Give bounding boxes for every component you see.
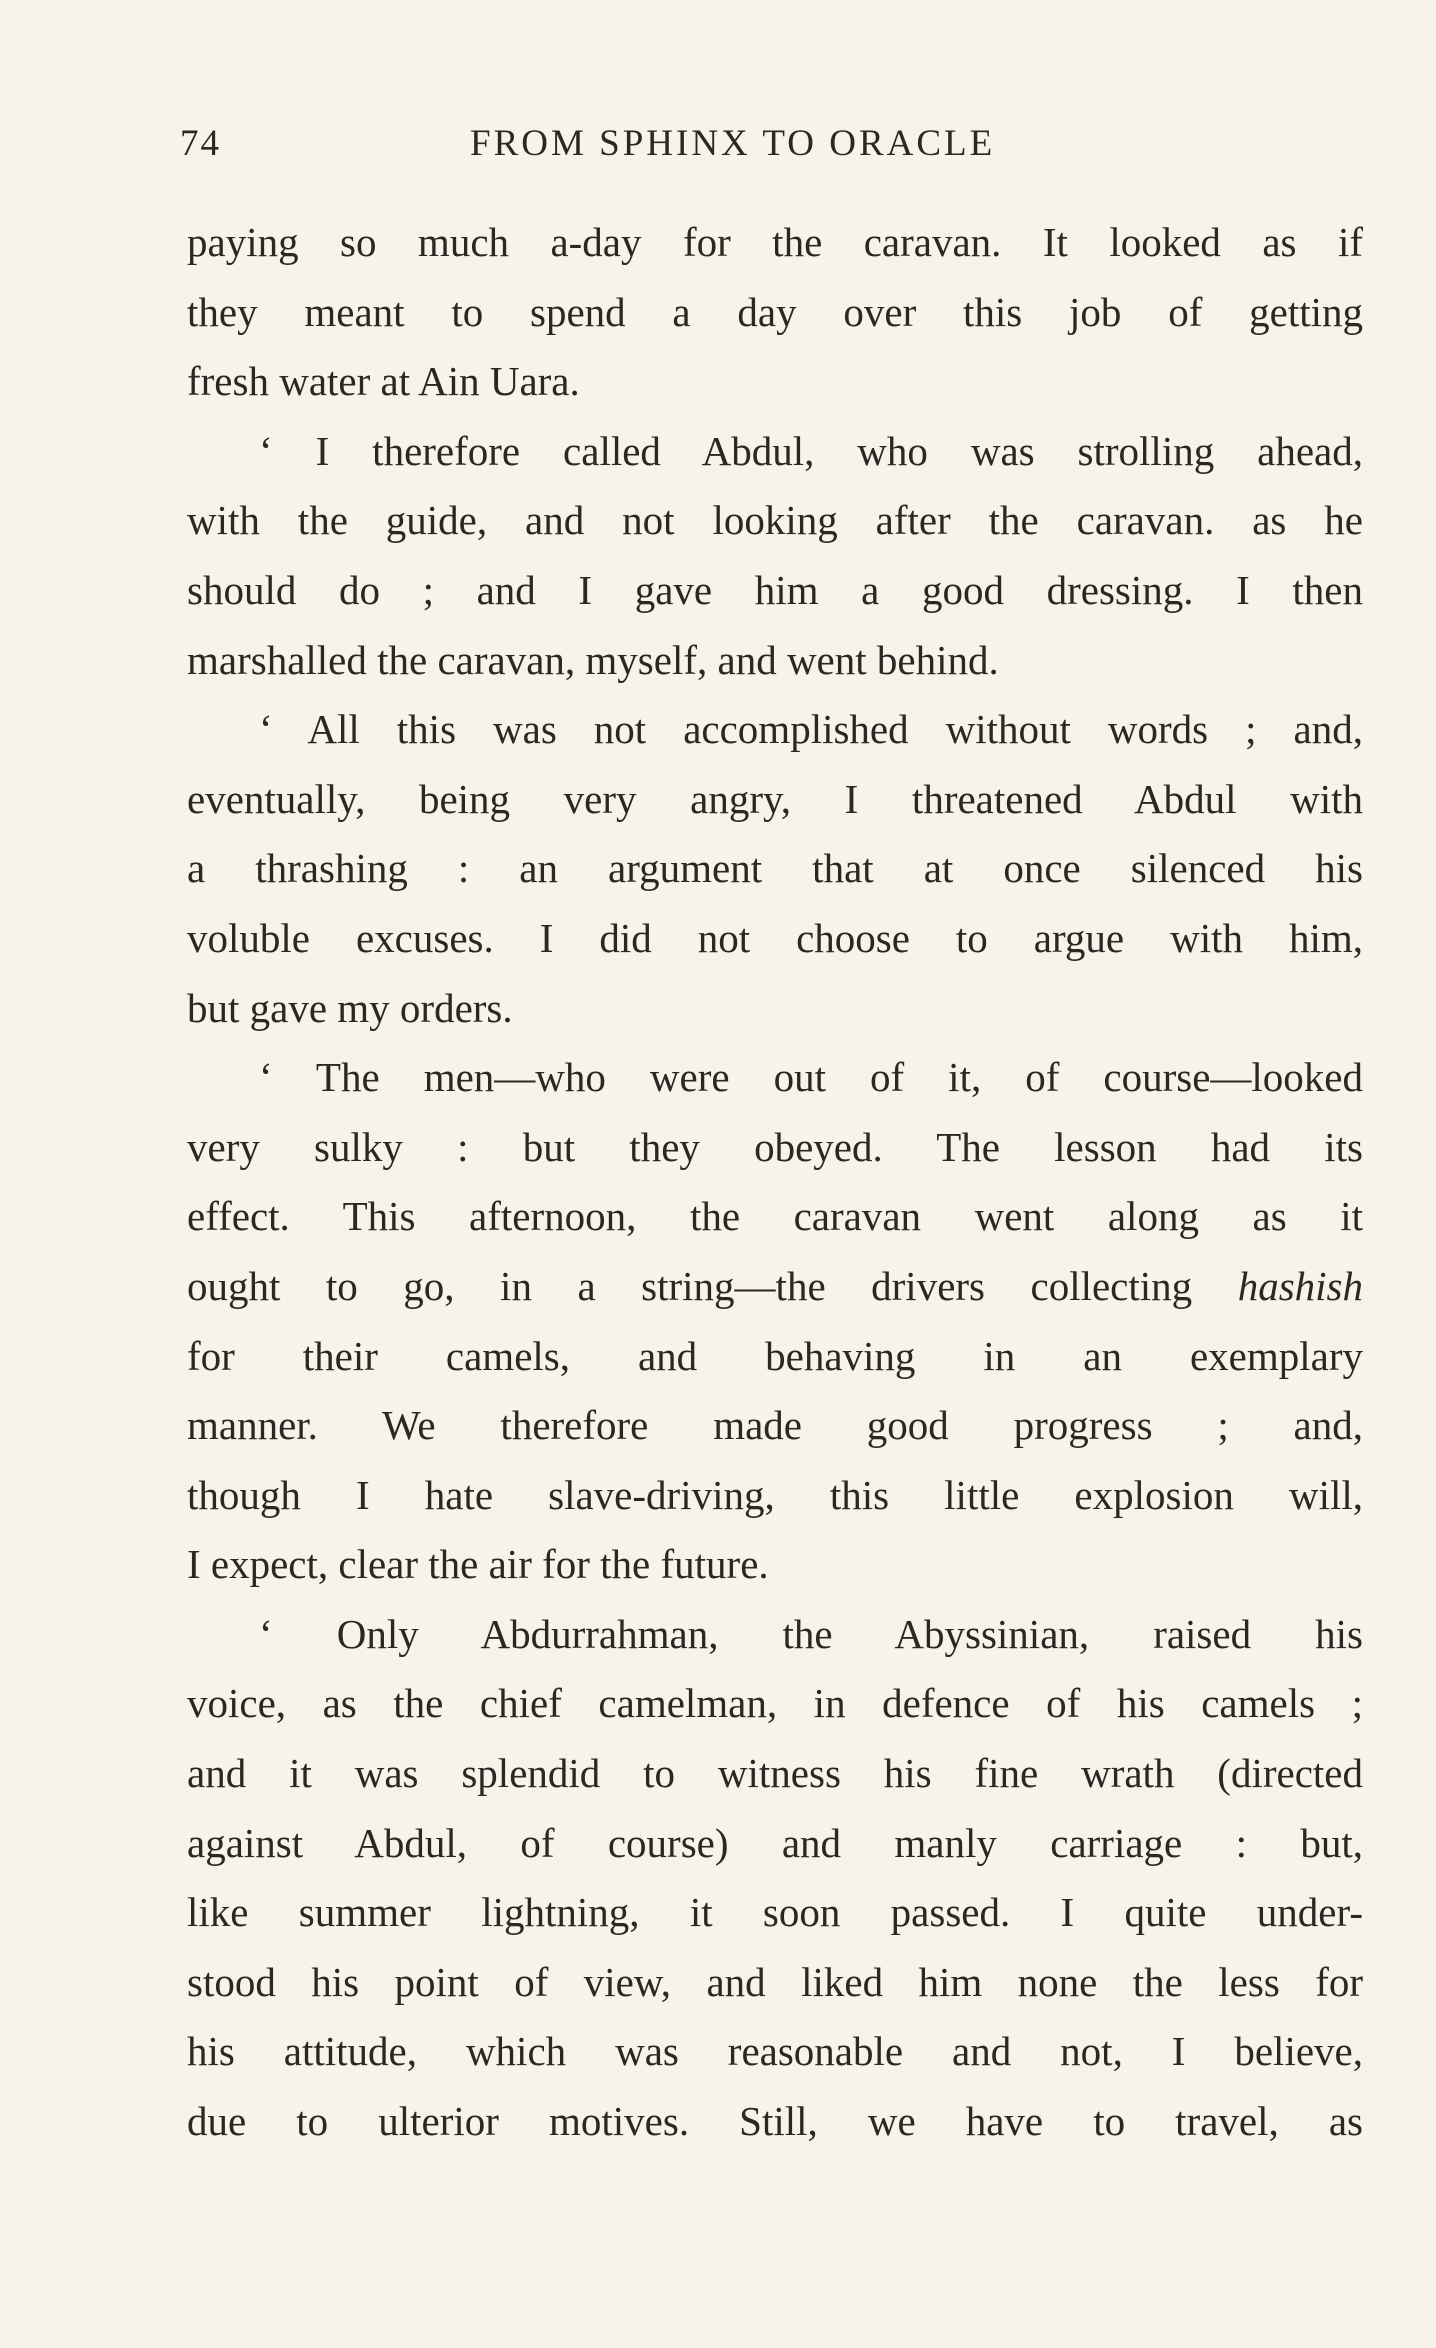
- text-line: with the guide, and not looking after the caravan. as he: [187, 497, 1363, 544]
- text-line: very sulky : but they obeyed. The lesson had its: [187, 1123, 1363, 1170]
- running-head: [180, 122, 1360, 172]
- text-line: for their camels, and behaving in an exemplary: [187, 1332, 1363, 1379]
- text-line: but gave my orders.: [187, 984, 513, 1031]
- text-line: manner. We therefore made good progress ; and,: [187, 1402, 1363, 1449]
- text-line: I expect, clear the air for the future.: [187, 1541, 769, 1588]
- text-line: and it was splendid to witness his fine wrath (directed: [187, 1750, 1363, 1797]
- text-segment: ought to go, in a string—the drivers collecting: [187, 1262, 1193, 1309]
- text-line: eventually, being very angry, I threatened Abdul with: [187, 775, 1363, 822]
- text-line: due to ulterior motives. Still, we have to travel, as: [187, 2098, 1363, 2145]
- paragraph-start-line: ‘ The men—who were out of it, of course—looked: [259, 1054, 1363, 1101]
- text-line: fresh water at Ain Uara.: [187, 358, 580, 405]
- text-line: against Abdul, of course) and manly carriage : but,: [187, 1819, 1363, 1866]
- text-line-with-italic: [187, 1252, 1363, 1322]
- running-title: FROM SPHINX TO ORACLE: [470, 123, 996, 164]
- body-text: [187, 208, 1363, 2157]
- text-line: a thrashing : an argument that at once silenced his: [187, 845, 1363, 892]
- paragraph-start-line: ‘ All this was not accomplished without words ; and,: [259, 706, 1363, 753]
- text-line: voluble excuses. I did not choose to argue with him,: [187, 914, 1363, 961]
- text-line: paying so much a-day for the caravan. It looked as if: [187, 219, 1363, 265]
- text-line: stood his point of view, and liked him none the less for: [187, 1958, 1363, 2005]
- text-line: should do ; and I gave him a good dressing. I then: [187, 566, 1363, 613]
- text-line: they meant to spend a day over this job of getting: [187, 288, 1363, 335]
- text-line: marshalled the caravan, myself, and went behind.: [187, 636, 999, 683]
- text-line: though I hate slave-driving, this little explosion will,: [187, 1471, 1363, 1518]
- paragraph-start-line: ‘ I therefore called Abdul, who was strolling ahead,: [259, 427, 1363, 474]
- text-line: effect. This afternoon, the caravan went along as it: [187, 1193, 1363, 1240]
- italic-word: hashish: [1237, 1262, 1363, 1309]
- text-line: like summer lightning, it soon passed. I quite under-: [187, 1889, 1363, 1936]
- page-number: 74: [180, 123, 221, 164]
- text-line: voice, as the chief camelman, in defence of his camels ;: [187, 1680, 1363, 1727]
- paragraph-start-line: ‘ Only Abdurrahman, the Abyssinian, raised his: [259, 1610, 1363, 1657]
- text-line: his attitude, which was reasonable and not, I believe,: [187, 2028, 1363, 2075]
